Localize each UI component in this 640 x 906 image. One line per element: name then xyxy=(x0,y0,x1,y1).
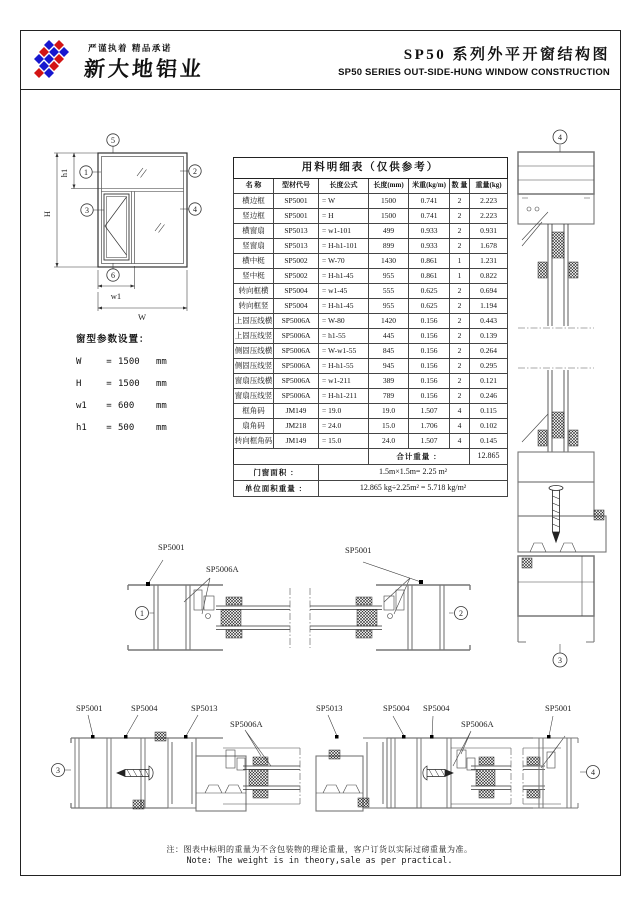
cell-formula: = h1-55 xyxy=(319,329,369,344)
cell-formula: = H-h1-101 xyxy=(319,239,369,254)
table-row xyxy=(234,194,508,209)
unit-weight-value: 12.865 kg÷2.25m² = 5.718 kg/m² xyxy=(319,481,508,497)
cell-qty: 2 xyxy=(450,329,470,344)
table-row xyxy=(234,329,508,344)
logo-diamonds xyxy=(34,40,69,78)
cell-length: 1500 xyxy=(369,194,409,209)
cell-formula: = H xyxy=(319,209,369,224)
break-line xyxy=(511,748,523,804)
cell-code: SP5006A xyxy=(274,374,319,389)
top-frame-profile xyxy=(518,152,594,224)
cell-formula: = 19.0 xyxy=(319,404,369,419)
cell-qty: 4 xyxy=(450,419,470,434)
svg-text:3: 3 xyxy=(56,765,60,775)
svg-text:1: 1 xyxy=(84,167,88,177)
table-row xyxy=(234,284,508,299)
cell-name: 窗扇压线横 xyxy=(234,374,274,389)
gasket-hatch xyxy=(527,790,540,798)
cell-formula: = W-w1-55 xyxy=(319,344,369,359)
cell-qty: 2 xyxy=(450,314,470,329)
table-row xyxy=(234,374,508,389)
profile-label: SP5001 xyxy=(158,542,185,552)
table-row xyxy=(234,419,508,434)
cell-formula: = W-80 xyxy=(319,314,369,329)
cell-weight: 2.223 xyxy=(470,209,508,224)
gasket-hatch xyxy=(253,790,268,798)
cell-formula: = H-h1-45 xyxy=(319,299,369,314)
table-row xyxy=(234,239,508,254)
cell-name: 框角码 xyxy=(234,404,274,419)
cell-name: 扇角码 xyxy=(234,419,274,434)
casement-open-symbol xyxy=(105,197,127,255)
svg-text:1: 1 xyxy=(140,608,144,618)
table-row xyxy=(234,224,508,239)
break-line xyxy=(290,588,310,648)
cell-code: SP5013 xyxy=(274,224,319,239)
parameter-row: W = 1500 mm xyxy=(76,357,167,367)
cell-formula: = w1-101 xyxy=(319,224,369,239)
cell-mweight: 0.933 xyxy=(409,224,450,239)
cell-length: 19.0 xyxy=(369,404,409,419)
table-header-row: 名 称 型材代号 长度公式 长度(mm) 米重(kg/m) 数 量 重量(kg) xyxy=(234,179,508,194)
svg-text:3: 3 xyxy=(85,205,89,215)
screw-icon xyxy=(117,766,153,780)
sash-profile xyxy=(168,738,246,811)
cell-qty: 2 xyxy=(450,224,470,239)
cell-formula: = 24.0 xyxy=(319,419,369,434)
cell-name: 横中梃 xyxy=(234,254,274,269)
gasket-hatch xyxy=(226,630,242,638)
area-label: 门窗面积 ： xyxy=(234,465,319,481)
screw-icon xyxy=(549,486,563,543)
cell-mweight: 0.156 xyxy=(409,374,450,389)
materials-table-wrap xyxy=(233,157,508,497)
cell-mweight: 0.156 xyxy=(409,359,450,374)
cell-qty: 2 xyxy=(450,284,470,299)
cell-name: 竖边框 xyxy=(234,209,274,224)
area-row xyxy=(234,465,508,481)
gasket-hatch xyxy=(569,430,578,446)
cell-mweight: 1.507 xyxy=(409,434,450,449)
cell-weight: 1.194 xyxy=(470,299,508,314)
parameters-title: 窗型参数设置： xyxy=(76,334,150,345)
cell-weight: 0.822 xyxy=(470,269,508,284)
glass-spacer-hatch xyxy=(249,770,268,787)
dim-label-w: W xyxy=(137,312,147,322)
cell-weight: 1.231 xyxy=(470,254,508,269)
cell-weight: 0.115 xyxy=(470,404,508,419)
cell-length: 499 xyxy=(369,224,409,239)
cell-length: 845 xyxy=(369,344,409,359)
cell-name: 上固压线横 xyxy=(234,314,274,329)
cell-name: 窗扇压线竖 xyxy=(234,389,274,404)
profile-label: SP5006A xyxy=(230,719,263,729)
cell-formula: = H-h1-211 xyxy=(319,389,369,404)
profile-label: SP5001 xyxy=(345,545,372,555)
cell-weight: 0.295 xyxy=(470,359,508,374)
cell-length: 955 xyxy=(369,269,409,284)
sheet-title: SP50 系列外平开窗结构图 xyxy=(403,47,610,63)
window-parameters xyxy=(76,331,226,439)
table-row xyxy=(234,254,508,269)
cell-code: SP5002 xyxy=(274,254,319,269)
cell-weight: 0.694 xyxy=(470,284,508,299)
cell-mweight: 0.741 xyxy=(409,194,450,209)
cell-code: SP5006A xyxy=(274,314,319,329)
cell-mweight: 0.933 xyxy=(409,239,450,254)
company-name: 新大地铝业 xyxy=(83,57,205,81)
glass-mark-right xyxy=(155,223,165,233)
cell-length: 789 xyxy=(369,389,409,404)
cell-length: 445 xyxy=(369,329,409,344)
cell-qty: 2 xyxy=(450,374,470,389)
profile-label: SP5001 xyxy=(545,703,572,713)
table-row xyxy=(234,359,508,374)
gasket-hatch xyxy=(594,510,604,520)
sheet-subtitle: SP50 SERIES OUT-SIDE-HUNG WINDOW CONSTRUCTION xyxy=(338,67,610,78)
svg-text:3: 3 xyxy=(558,655,562,665)
cell-qty: 2 xyxy=(450,359,470,374)
cell-name: 上固压线竖 xyxy=(234,329,274,344)
gasket-hatch xyxy=(356,630,372,638)
gasket-hatch xyxy=(479,790,494,798)
profile-label: SP5006A xyxy=(461,719,494,729)
svg-text:4: 4 xyxy=(591,767,595,777)
cell-code: SP5006A xyxy=(274,329,319,344)
cell-length: 389 xyxy=(369,374,409,389)
gasket-hatch xyxy=(569,262,578,278)
cell-weight: 0.443 xyxy=(470,314,508,329)
svg-text:4: 4 xyxy=(193,204,197,214)
cell-name: 转向框角码 xyxy=(234,434,274,449)
table-row xyxy=(234,269,508,284)
svg-text:5: 5 xyxy=(111,135,115,145)
svg-text:2: 2 xyxy=(193,166,197,176)
glass-spacer-hatch xyxy=(552,232,564,258)
sash-profile xyxy=(316,738,387,811)
cell-formula: = w1-211 xyxy=(319,374,369,389)
glass-spacer-hatch xyxy=(552,412,564,438)
cell-length: 899 xyxy=(369,239,409,254)
cell-qty: 1 xyxy=(450,269,470,284)
right-bead-profile xyxy=(384,578,410,619)
cell-formula: = w1-45 xyxy=(319,284,369,299)
svg-text:4: 4 xyxy=(558,132,562,142)
total-value: 12.865 xyxy=(470,449,508,465)
left-bead-profile xyxy=(184,578,214,619)
area-value: 1.5m×1.5m= 2.25 m² xyxy=(319,465,508,481)
cell-formula: = 15.0 xyxy=(319,434,369,449)
parameter-row: H = 1500 mm xyxy=(76,379,167,389)
cell-name: 侧固压线竖 xyxy=(234,359,274,374)
cell-code: JM218 xyxy=(274,419,319,434)
cell-qty: 2 xyxy=(450,194,470,209)
cell-length: 24.0 xyxy=(369,434,409,449)
gasket-hatch xyxy=(133,800,144,809)
cell-name: 转向框横 xyxy=(234,284,274,299)
gasket-hatch xyxy=(356,597,372,605)
cell-length: 1430 xyxy=(369,254,409,269)
cell-weight: 0.102 xyxy=(470,419,508,434)
cell-mweight: 0.625 xyxy=(409,299,450,314)
cell-mweight: 0.625 xyxy=(409,284,450,299)
gasket-hatch xyxy=(479,757,494,765)
dim-label-h1: h1 xyxy=(59,168,69,178)
unit-weight-label: 单位面积重量 ： xyxy=(234,481,319,497)
note-cn: 注：图表中标明的重量为不含包装物的理论重量，客户订货以实际过磅重量为准。 xyxy=(166,845,473,854)
cell-weight: 0.139 xyxy=(470,329,508,344)
table-row xyxy=(234,209,508,224)
cell-code: SP5002 xyxy=(274,269,319,284)
gasket-hatch xyxy=(538,430,547,446)
svg-text:2: 2 xyxy=(459,608,463,618)
cell-code: SP5013 xyxy=(274,239,319,254)
cell-mweight: 1.507 xyxy=(409,404,450,419)
cell-qty: 4 xyxy=(450,404,470,419)
profile-label: SP5006A xyxy=(206,564,239,574)
cell-mweight: 0.861 xyxy=(409,269,450,284)
cell-mweight: 0.156 xyxy=(409,344,450,359)
unit-weight-row xyxy=(234,481,508,497)
materials-table-title: 用料明细表（仅供参考） xyxy=(234,158,508,179)
profile-label: SP5004 xyxy=(131,703,158,713)
cell-code: SP5006A xyxy=(274,389,319,404)
table-row xyxy=(234,344,508,359)
cell-mweight: 0.741 xyxy=(409,209,450,224)
cell-name: 横窗扇 xyxy=(234,224,274,239)
profile-label: SP5004 xyxy=(383,703,410,713)
note-en: Note: The weight is in theory,sale as per practical. xyxy=(186,856,453,866)
cell-mweight: 1.706 xyxy=(409,419,450,434)
gasket-hatch xyxy=(527,757,540,765)
cell-length: 945 xyxy=(369,359,409,374)
table-row xyxy=(234,389,508,404)
cell-weight: 2.223 xyxy=(470,194,508,209)
glass-spacer-hatch xyxy=(357,610,377,627)
screw-icon xyxy=(423,766,453,780)
svg-text:6: 6 xyxy=(111,270,115,280)
dim-label-w1: w1 xyxy=(110,291,122,301)
cell-formula: = W-70 xyxy=(319,254,369,269)
cell-name: 转向框竖 xyxy=(234,299,274,314)
profile-label: SP5013 xyxy=(316,703,343,713)
cell-code: SP5004 xyxy=(274,284,319,299)
gasket-hatch xyxy=(538,262,547,278)
table-row xyxy=(234,299,508,314)
cell-qty: 2 xyxy=(450,209,470,224)
table-row xyxy=(234,404,508,419)
total-label: 合计重量 ： xyxy=(369,449,470,465)
window-frame-outline xyxy=(98,153,187,267)
cell-code: SP5004 xyxy=(274,299,319,314)
cell-length: 955 xyxy=(369,299,409,314)
table-row xyxy=(234,434,508,449)
cell-name: 竖窗扇 xyxy=(234,239,274,254)
parameter-row: h1 = 500 mm xyxy=(76,423,167,433)
gasket-hatch xyxy=(155,732,166,741)
cell-weight: 0.264 xyxy=(470,344,508,359)
company-logo-icon xyxy=(32,38,80,80)
cell-mweight: 0.156 xyxy=(409,314,450,329)
dimension-lines xyxy=(54,153,187,311)
gasket-hatch xyxy=(358,798,369,807)
cell-code: JM149 xyxy=(274,404,319,419)
cell-formula: = H-h1-45 xyxy=(319,269,369,284)
glass-spacer-hatch xyxy=(221,610,241,627)
cell-qty: 2 xyxy=(450,239,470,254)
company-slogan: 严谨执着 精品承诺 xyxy=(88,43,172,53)
cell-code: SP5001 xyxy=(274,194,319,209)
glass-spacer-hatch xyxy=(476,770,495,787)
cell-qty: 1 xyxy=(450,254,470,269)
cell-code: JM149 xyxy=(274,434,319,449)
parameter-row: w1 = 600 mm xyxy=(76,401,167,411)
profile-label: SP5004 xyxy=(423,703,450,713)
total-row xyxy=(234,449,508,465)
cell-weight: 0.931 xyxy=(470,224,508,239)
cell-length: 15.0 xyxy=(369,419,409,434)
gasket-hatch xyxy=(253,757,268,765)
dim-label-h: H xyxy=(42,210,52,218)
cell-length: 1420 xyxy=(369,314,409,329)
cell-mweight: 0.156 xyxy=(409,389,450,404)
cell-formula: = W xyxy=(319,194,369,209)
cell-formula: = H-h1-55 xyxy=(319,359,369,374)
gasket-hatch xyxy=(329,750,340,759)
table-row xyxy=(234,314,508,329)
cell-length: 555 xyxy=(369,284,409,299)
cell-mweight: 0.156 xyxy=(409,329,450,344)
materials-table xyxy=(233,157,508,497)
cell-name: 竖中梃 xyxy=(234,269,274,284)
cell-weight: 0.246 xyxy=(470,389,508,404)
cell-qty: 2 xyxy=(450,344,470,359)
cell-weight: 1.678 xyxy=(470,239,508,254)
jamb-section-drawing xyxy=(58,538,540,670)
cell-length: 1500 xyxy=(369,209,409,224)
cell-name: 横边框 xyxy=(234,194,274,209)
glass-mark-top xyxy=(137,168,147,178)
cell-code: SP5006A xyxy=(274,344,319,359)
gasket-hatch xyxy=(226,597,242,605)
cell-name: 侧固压线横 xyxy=(234,344,274,359)
profile-label: SP5013 xyxy=(191,703,218,713)
cell-weight: 0.121 xyxy=(470,374,508,389)
cell-weight: 0.145 xyxy=(470,434,508,449)
cell-qty: 4 xyxy=(450,434,470,449)
bead-profile xyxy=(451,731,565,804)
cell-qty: 2 xyxy=(450,299,470,314)
window-elevation-diagram xyxy=(40,122,208,326)
cell-mweight: 0.861 xyxy=(409,254,450,269)
cell-code: SP5006A xyxy=(274,359,319,374)
profile-label: SP5001 xyxy=(76,703,103,713)
cell-code: SP5001 xyxy=(274,209,319,224)
sill-section-drawing xyxy=(33,696,613,838)
cell-qty: 2 xyxy=(450,389,470,404)
